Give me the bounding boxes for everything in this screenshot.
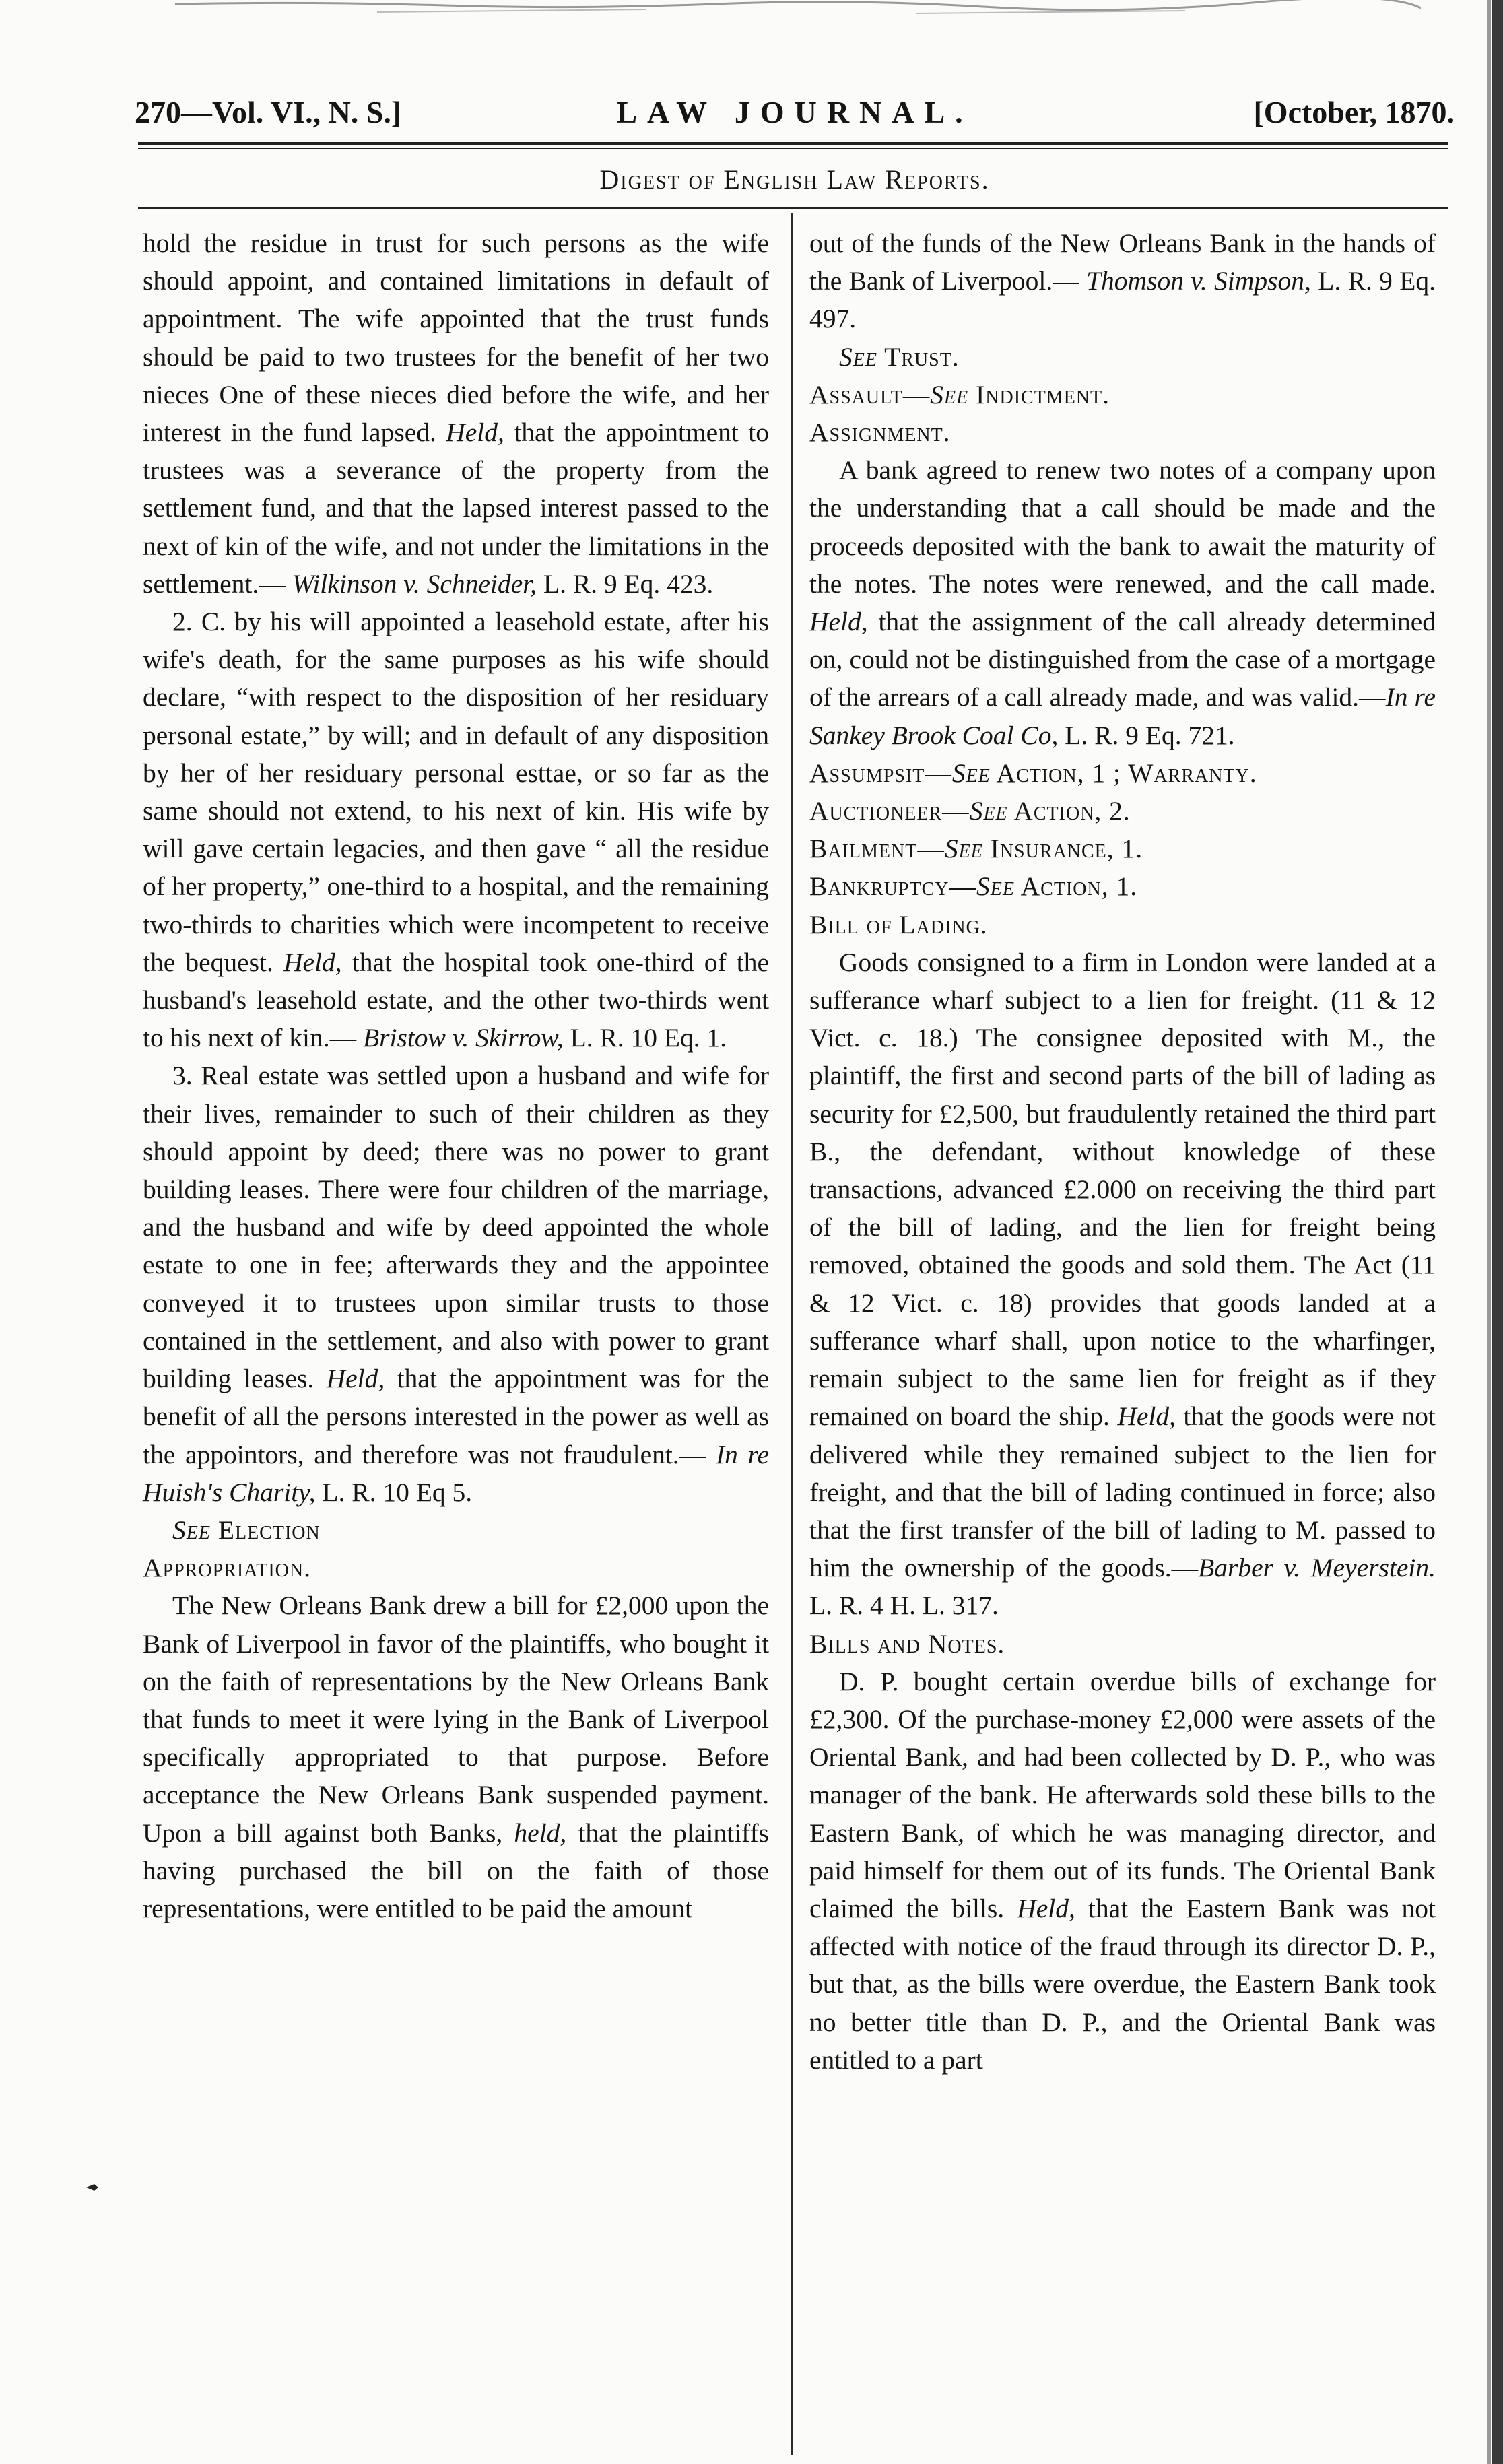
issue-date: [October, 1870. <box>1253 95 1455 129</box>
ink-mark <box>85 2182 100 2193</box>
entry-paragraph: 2. C. by his will appointed a leasehold estate, after his wife's death, for the same purposes as his wife should declare, “with respect to the disposition of her residuary personal estate,” by will; and in default of any disposition by her of her residuary personal esttae, or so far as the same should not extend, to his next of kin. His wife by will gave certain legacies, and then gave “ all the residue of her property,” one-third to a hospital, and the remaining two-thirds to charities which were incompetent to receive the bequest. Held, that the hospital took one-third of the husband's leasehold estate, and the other two-thirds went to his next of kin.— Bristow v. Skirrow, L. R. 10 Eq. 1. <box>143 607 770 1053</box>
topic-heading: Auctioneer—See Action, 2. <box>809 796 1131 826</box>
topic-heading: Assignment. <box>809 418 951 448</box>
running-head <box>135 94 1455 135</box>
entry-paragraph: The New Orleans Bank drew a bill for £2,000 upon the Bank of Liverpool in favor of the plaintiffs, who bought it on the faith of representations by the New Orleans Bank that funds to meet it were lying in the Bank of Liverpool specifically appropriated to that purpose. Before acceptance the New Orleans Bank suspended payment. Upon a bill against both Banks, held, that the plaintiffs having purchased the bill on the faith of those representations, were entitled to be paid the amount <box>143 1591 770 1923</box>
scan-right-edge <box>1480 0 1503 2464</box>
right-column <box>809 224 1436 2079</box>
topic-heading: Assault—See Indictment. <box>809 379 1110 409</box>
scan-edge-noise <box>175 0 1421 27</box>
page-reference: 270—Vol. VI., N. S.] <box>135 95 402 129</box>
left-column <box>143 224 769 1927</box>
topic-heading: Bill of Lading. <box>809 909 988 939</box>
topic-heading: Bankruptcy—See Action, 1. <box>809 871 1138 902</box>
entry-paragraph: hold the residue in trust for such persons as the wife should appoint, and contained limitations in default of appointment. The wife appointed that the trust funds should be paid to two trustees for the benefit of her two nieces One of these nieces died before the wife, and her interest in the fund lapsed. Held, that the appointment to trustees was a severance of the property from the settlement fund, and that the lapsed interest passed to the next of kin of the wife, and not under the limitations in the settlement.— Wilkinson v. Schneider, L. R. 9 Eq. 423. <box>143 228 769 599</box>
cross-reference: See Trust. <box>839 341 960 372</box>
journal-title: LAW JOURNAL. <box>616 95 973 129</box>
topic-heading: Bills and Notes. <box>809 1628 1005 1659</box>
cross-reference: See Election <box>172 1514 321 1545</box>
header-rule <box>138 142 1448 145</box>
header-rule-thin <box>138 148 1448 149</box>
entry-paragraph: Goods consigned to a firm in London were landed at a sufferance wharf subject to a lien for freight. (11 & 12 Vict. c. 18.) The consignee deposited with M., the plaintiff, the first and second parts of the bill of lading as security for £2,500, but fraudulently retained the third part B., the defendant, without knowledge of these transactions, advanced £2.000 on receiving the third part of the bill of lading, and the lien for freight being removed, obtained the goods and sold them. The Act (11 & 12 Vict. c. 18) provides that goods landed at a sufferance wharf shall, upon notice to the wharfinger, remain subject to the same lien for freight as if they remained on board the ship. Held, that the goods were not delivered while they remained subject to the lien for freight, and that the bill of lading continued in force; also that the first transfer of the bill of lading to M. passed to him the ownership of the goods.—Barber v. Meyerstein. L. R. 4 H. L. 317. <box>809 947 1436 1621</box>
topic-heading: Bailment—See Insurance, 1. <box>809 834 1143 864</box>
column-divider <box>791 213 793 2455</box>
entry-paragraph: D. P. bought certain overdue bills of exchange for £2,300. Of the purchase-money £2,000 were assets of the Oriental Bank, and had been collected by D. P., who was manager of the bank. He afterwards sold these bills to the Eastern Bank, of which he was managing director, and paid himself for them out of its funds. The Oriental Bank claimed the bills. Held, that the Eastern Bank was not affected with notice of the fraud through its director D. P., but that, as the bills were overdue, the Eastern Bank took no better title than D. P., and the Oriental Bank was entitled to a part <box>809 1666 1436 2075</box>
topic-heading: Appropriation. <box>143 1553 312 1583</box>
entry-paragraph: 3. Real estate was settled upon a husband and wife for their lives, remainder to such of their children as they should appoint by deed; there was no power to grant building leases. There were four children of the marriage, and the husband and wife by deed appointed the whole estate to one in fee; afterwards they and the appointee conveyed it to trustees upon similar trusts to those contained in the settlement, and also with power to grant building leases. Held, that the appointment was for the benefit of all the persons interested in the power as well as the appointors, and therefore was not fraudulent.— In re Huish's Charity, L. R. 10 Eq 5. <box>143 1061 769 1507</box>
section-rule <box>138 207 1448 209</box>
section-title: Digest of English Law Reports. <box>599 164 990 195</box>
topic-heading: Assumpsit—See Action, 1 ; Warranty. <box>809 758 1257 788</box>
entry-paragraph: A bank agreed to renew two notes of a company upon the understanding that a call should be made and the proceeds deposited with the bank to await the maturity of the notes. The notes were renewed, and the call made. Held, that the assignment of the call already determined on, could not be distinguished from the case of a mortgage of the arrears of a call already made, and was valid.—In re Sankey Brook Coal Co, L. R. 9 Eq. 721. <box>809 455 1436 750</box>
entry-paragraph: out of the funds of the New Orleans Bank in the hands of the Bank of Liverpool.— Thomson v. Simpson, L. R. 9 Eq. 497. <box>809 228 1436 334</box>
